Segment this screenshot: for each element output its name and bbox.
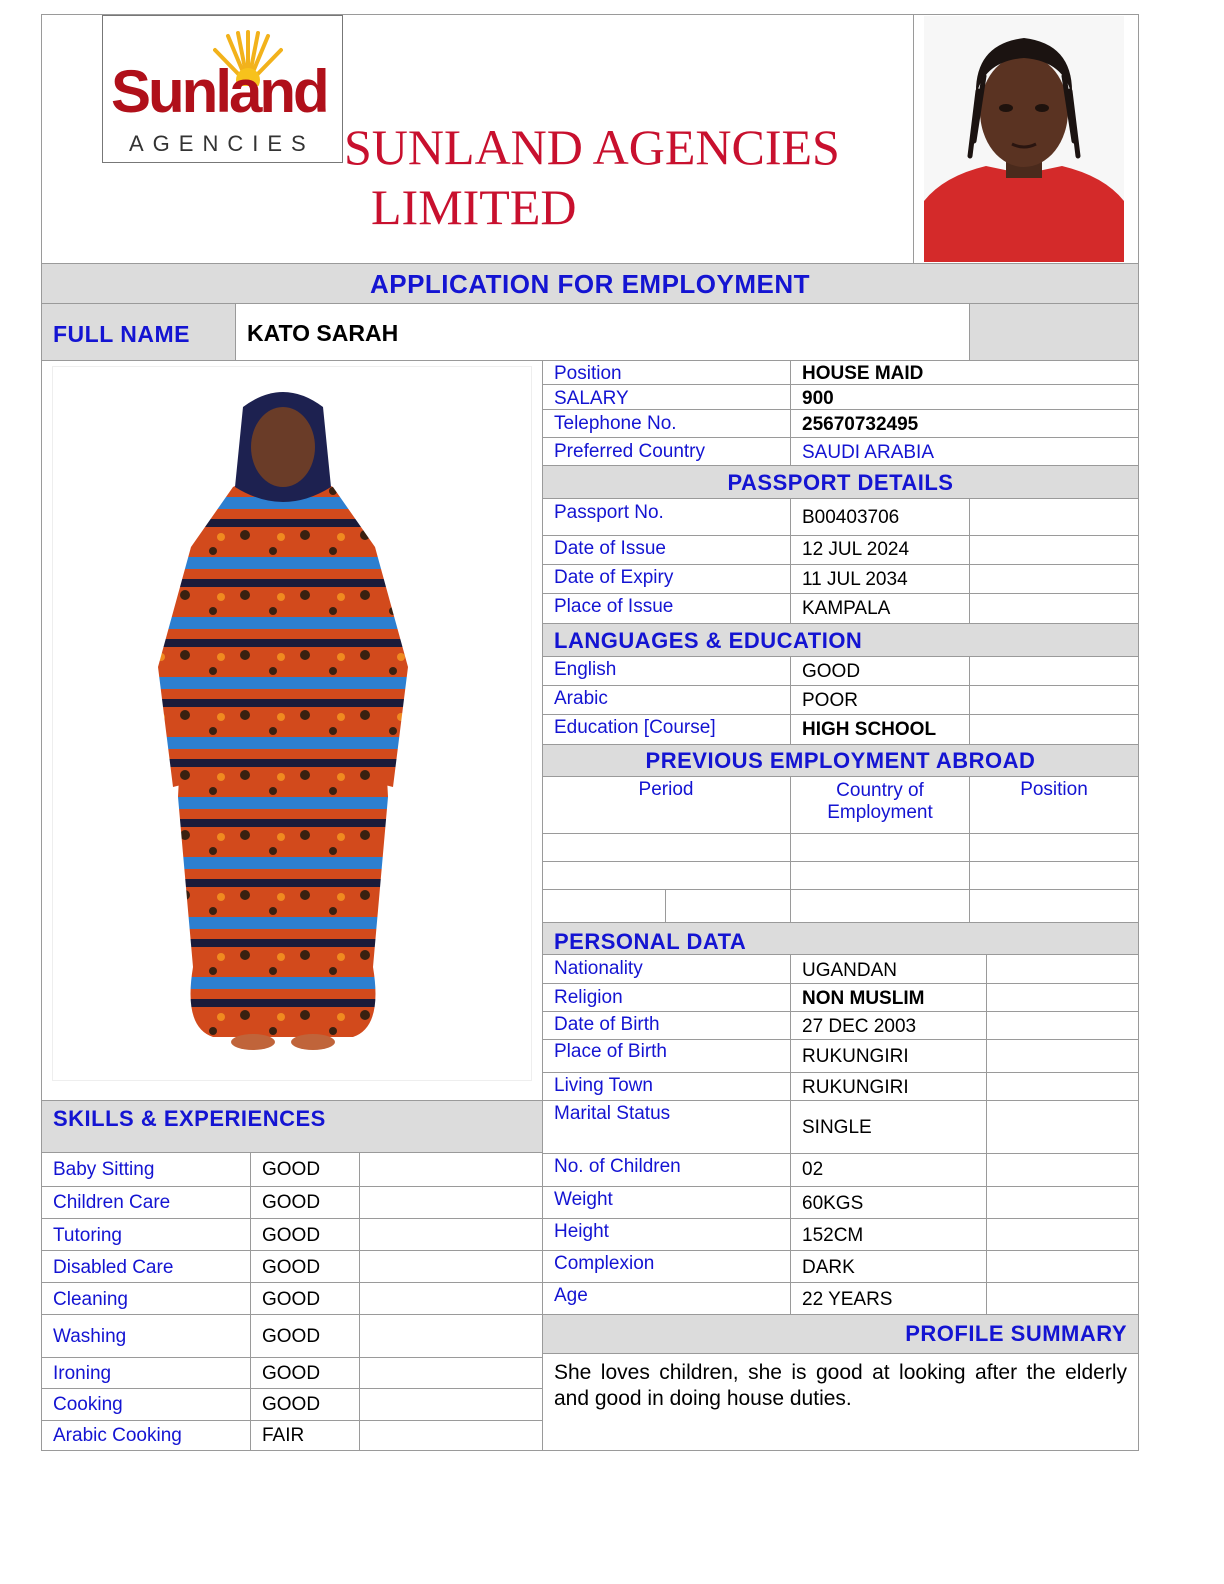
place-of-birth-value: RUKUNGIRI bbox=[802, 1046, 909, 1067]
body-center-divider bbox=[542, 360, 543, 1451]
rule bbox=[969, 499, 970, 623]
salary-label: SALARY bbox=[554, 388, 629, 409]
complexion-value: DARK bbox=[802, 1257, 855, 1278]
date-of-expiry-label: Date of Expiry bbox=[554, 567, 674, 588]
age-value: 22 YEARS bbox=[802, 1289, 893, 1310]
marital-status-label: Marital Status bbox=[554, 1103, 671, 1124]
skill-ironing-value: GOOD bbox=[262, 1363, 321, 1384]
position-label: Position bbox=[554, 363, 622, 384]
age-label: Age bbox=[554, 1285, 588, 1306]
salary-value: 900 bbox=[802, 388, 834, 409]
rule bbox=[790, 955, 791, 1314]
skill-arabic-cooking-value: FAIR bbox=[262, 1425, 305, 1446]
education-value: HIGH SCHOOL bbox=[802, 719, 937, 740]
skill-tutoring-value: GOOD bbox=[262, 1225, 321, 1246]
rule bbox=[542, 1072, 1139, 1073]
rule bbox=[542, 384, 1139, 385]
skill-disabled-care-value: GOOD bbox=[262, 1257, 321, 1278]
rule bbox=[41, 1186, 543, 1187]
period-header: Period bbox=[638, 779, 694, 800]
skill-children-care-label: Children Care bbox=[53, 1192, 171, 1213]
date-of-issue-value: 12 JUL 2024 bbox=[802, 539, 910, 560]
rule bbox=[790, 360, 791, 465]
rule bbox=[41, 1420, 543, 1421]
rule bbox=[542, 1250, 1139, 1251]
rule bbox=[542, 861, 1139, 862]
skill-baby-sitting-value: GOOD bbox=[262, 1159, 321, 1180]
rule bbox=[41, 1218, 543, 1219]
rule bbox=[542, 889, 1139, 890]
living-town-label: Living Town bbox=[554, 1075, 653, 1096]
rule bbox=[542, 1153, 1139, 1154]
date-of-birth-value: 27 DEC 2003 bbox=[802, 1016, 917, 1037]
rule bbox=[542, 564, 1139, 565]
nationality-value: UGANDAN bbox=[802, 960, 898, 981]
date-of-expiry-value: 11 JUL 2034 bbox=[802, 569, 908, 590]
profile-summary-title: PROFILE SUMMARY bbox=[905, 1321, 1127, 1346]
rule bbox=[542, 714, 1139, 715]
full-name-label: FULL NAME bbox=[53, 321, 190, 347]
rule bbox=[542, 1011, 1139, 1012]
form-title: APPLICATION FOR EMPLOYMENT bbox=[369, 269, 811, 299]
complexion-label: Complexion bbox=[554, 1253, 655, 1274]
passport-no-value: B00403706 bbox=[802, 507, 900, 528]
rule bbox=[250, 1153, 251, 1451]
skill-cooking-label: Cooking bbox=[53, 1394, 123, 1415]
height-value: 152CM bbox=[802, 1225, 864, 1246]
languages-section-title: LANGUAGES & EDUCATION bbox=[554, 628, 863, 653]
country-of-employment-header: Country of Employment bbox=[827, 780, 933, 823]
rule bbox=[542, 983, 1139, 984]
rule bbox=[41, 1314, 543, 1315]
rule bbox=[790, 499, 791, 623]
skills-section-title: SKILLS & EXPERIENCES bbox=[53, 1106, 326, 1131]
logo-word: Sunland bbox=[111, 58, 327, 125]
rule bbox=[542, 833, 1139, 834]
rule bbox=[542, 685, 1139, 686]
religion-value: NON MUSLIM bbox=[802, 988, 925, 1009]
rule bbox=[41, 1250, 543, 1251]
telephone-label: Telephone No. bbox=[554, 413, 677, 434]
marital-status-value: SINGLE bbox=[802, 1117, 872, 1138]
skill-cleaning-label: Cleaning bbox=[53, 1289, 128, 1310]
date-of-birth-label: Date of Birth bbox=[554, 1014, 660, 1035]
rule bbox=[41, 1388, 543, 1389]
skill-washing-value: GOOD bbox=[262, 1326, 321, 1347]
rule bbox=[359, 1153, 360, 1451]
rule bbox=[41, 1357, 543, 1358]
rule bbox=[542, 437, 1139, 438]
skill-cooking-value: GOOD bbox=[262, 1394, 321, 1415]
rule bbox=[542, 409, 1139, 410]
passport-section-title: PASSPORT DETAILS bbox=[727, 470, 954, 495]
place-of-issue-label: Place of Issue bbox=[554, 596, 674, 617]
rule bbox=[542, 1282, 1139, 1283]
arabic-label: Arabic bbox=[554, 688, 608, 709]
arabic-value: POOR bbox=[802, 690, 858, 711]
rule bbox=[986, 955, 987, 1314]
no-of-children-value: 02 bbox=[802, 1159, 824, 1180]
rule bbox=[542, 1218, 1139, 1219]
skill-ironing-label: Ironing bbox=[53, 1363, 112, 1384]
rule bbox=[665, 889, 666, 922]
company-logo bbox=[102, 15, 343, 163]
living-town-value: RUKUNGIRI bbox=[802, 1077, 909, 1098]
rule bbox=[41, 1282, 543, 1283]
rule bbox=[790, 777, 791, 922]
passport-no-label: Passport No. bbox=[554, 502, 664, 523]
rule bbox=[790, 657, 791, 744]
religion-label: Religion bbox=[554, 987, 623, 1008]
skill-arabic-cooking-label: Arabic Cooking bbox=[53, 1425, 182, 1446]
skill-baby-sitting-label: Baby Sitting bbox=[53, 1159, 155, 1180]
position-value: HOUSE MAID bbox=[802, 363, 924, 384]
previous-employment-title: PREVIOUS EMPLOYMENT ABROAD bbox=[645, 748, 1036, 773]
rule bbox=[542, 535, 1139, 536]
applicant-full-body-photo bbox=[52, 366, 532, 1081]
english-value: GOOD bbox=[802, 661, 861, 682]
skill-disabled-care-label: Disabled Care bbox=[53, 1257, 174, 1278]
english-label: English bbox=[554, 659, 617, 680]
skill-washing-label: Washing bbox=[53, 1326, 127, 1347]
rule bbox=[969, 657, 970, 744]
full-name-value: KATO SARAH bbox=[247, 320, 399, 346]
skill-cleaning-value: GOOD bbox=[262, 1289, 321, 1310]
rule bbox=[542, 1100, 1139, 1101]
company-name-line2: LIMITED bbox=[371, 179, 577, 235]
nationality-label: Nationality bbox=[554, 958, 643, 979]
logo-subtext: AGENCIES bbox=[129, 131, 315, 156]
position-header: Position bbox=[1020, 779, 1088, 800]
profile-summary-text: She loves children, she is good at looking after the elderly and good in doing house duties. bbox=[554, 1361, 1127, 1410]
preferred-country-value: SAUDI ARABIA bbox=[802, 442, 934, 463]
rule bbox=[542, 1039, 1139, 1040]
company-name-line1: SUNLAND AGENCIES bbox=[344, 119, 840, 175]
preferred-country-label: Preferred Country bbox=[554, 441, 706, 462]
height-label: Height bbox=[554, 1221, 609, 1242]
no-of-children-label: No. of Children bbox=[554, 1156, 681, 1177]
skill-tutoring-label: Tutoring bbox=[53, 1225, 122, 1246]
rule bbox=[542, 1186, 1139, 1187]
education-label: Education [Course] bbox=[554, 717, 716, 738]
skill-children-care-value: GOOD bbox=[262, 1192, 321, 1213]
applicant-portrait-photo bbox=[924, 16, 1124, 262]
weight-value: 60KGS bbox=[802, 1193, 864, 1214]
personal-data-title: PERSONAL DATA bbox=[554, 929, 747, 954]
rule bbox=[542, 593, 1139, 594]
date-of-issue-label: Date of Issue bbox=[554, 538, 666, 559]
full-name-spare-cell bbox=[969, 303, 1139, 361]
place-of-birth-label: Place of Birth bbox=[554, 1041, 667, 1062]
telephone-value: 25670732495 bbox=[802, 414, 919, 435]
place-of-issue-value: KAMPALA bbox=[802, 598, 891, 619]
header-divider bbox=[913, 14, 914, 264]
weight-label: Weight bbox=[554, 1189, 613, 1210]
